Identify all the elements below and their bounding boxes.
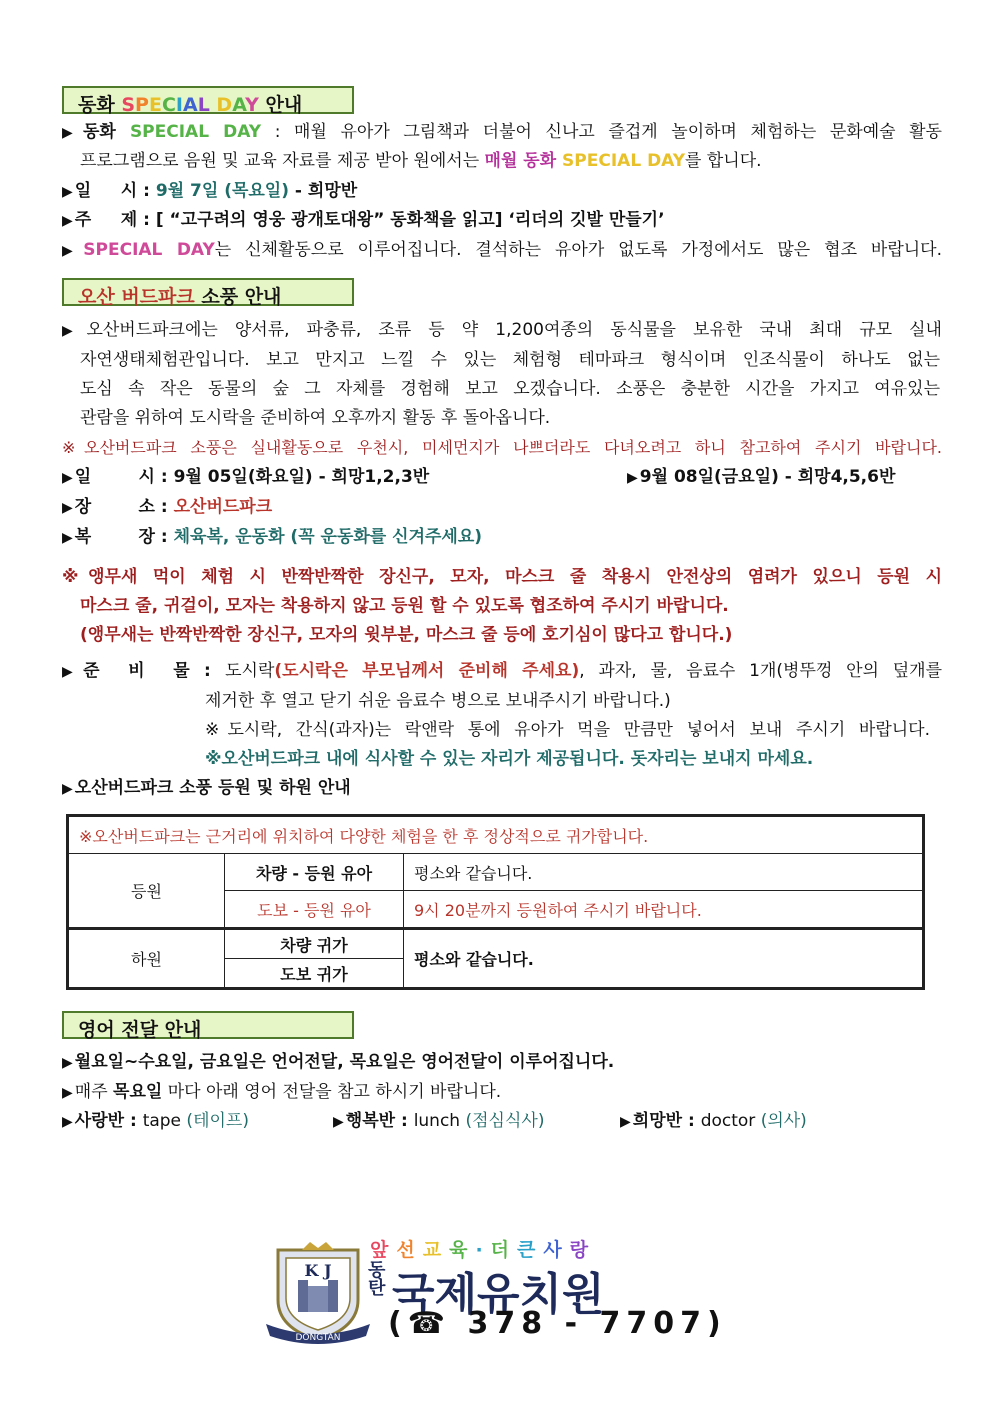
parrot-warning-2: 마스크 줄, 귀걸이, 모자는 착용하지 않고 등원 할 수 있도록 협조하여 주시기 바랍니다. — [80, 596, 729, 616]
line2-a: 매주 — [74, 1082, 114, 1102]
date-label: 일 시 : — [74, 181, 156, 201]
leave-text: 평소와 같습니다. — [404, 929, 924, 989]
date-suffix: - 희망반 — [289, 181, 358, 201]
triangle-bullet-icon: ▶ — [62, 1055, 73, 1071]
slogan-char: 랑 — [569, 1239, 597, 1261]
logo-ribbon-text: DONGTAN — [295, 1333, 341, 1343]
date-b: 9월 08일(금요일) - 희망4,5,6반 — [639, 467, 896, 487]
fairytale-intro-line1 — [62, 118, 942, 147]
class1-word: tape — [142, 1111, 182, 1131]
leave-walk: 도보 귀가 — [225, 959, 404, 989]
topic-value: [ “고구려의 영웅 광개토대왕” 동화책을 읽고] ‘리더의 깃발 만들기’ — [155, 210, 665, 230]
arrive-label: 등원 — [68, 854, 225, 929]
intro-highlight: 매월 동화 — [484, 151, 563, 171]
section-header-english: 영어 전달 안내 — [62, 1011, 354, 1039]
slogan-char: 사 — [543, 1239, 570, 1261]
kindergarten-crest-logo — [258, 1240, 378, 1350]
class2-label: 행복반 : — [345, 1111, 414, 1131]
english-class-1 — [62, 1107, 322, 1136]
slogan-char: 교 — [422, 1239, 450, 1261]
section-header-fairytale — [62, 86, 354, 114]
arrive-car-text: 평소와 같습니다. — [404, 854, 924, 891]
prep-line1 — [62, 657, 942, 686]
date-a: 9월 05일(화요일) - 희망1,2,3반 — [173, 467, 430, 487]
english-class-3 — [620, 1107, 920, 1136]
parrot-warning-3: (앵무새는 반짝반짝한 장신구, 모자의 윗부분, 마스크 줄 등에 호기심이 많다고 합니다.) — [80, 625, 733, 645]
class3-word: doctor — [700, 1111, 756, 1131]
birdpark-p2: 자연생태체험관입니다. 보고 만지고 느낄 수 있는 체험형 테마파크 형식이며 인조식물이 하나도 없는 — [80, 350, 940, 370]
slogan-char: 육 — [449, 1239, 476, 1261]
intro-text3: 를 합니다. — [685, 151, 762, 171]
triangle-bullet-icon: ▶ — [62, 243, 82, 259]
header-red: 오산 버드파크 — [78, 286, 195, 308]
prep-text1: 도시락 — [225, 661, 275, 681]
topic-label: 주 제 : — [74, 210, 156, 230]
special-rainbow: SPECIAL DAY — [121, 94, 259, 116]
kindergarten-phone: (☎ 378 - 7707) — [388, 1306, 727, 1341]
prep-note2: ※오산버드파크 내에 식사할 수 있는 자리가 제공됩니다. 돗자리는 보내지 마세요. — [205, 749, 814, 769]
arrive-walk-text: 9시 20분까지 등원하여 주시기 바랍니다. — [404, 891, 924, 929]
english-line1-text: 월요일~수요일, 금요일은 언어전달, 목요일은 영어전달이 이루어집니다. — [74, 1052, 615, 1072]
leave-car: 차량 귀가 — [225, 929, 404, 959]
place-value: 오산버드파크 — [173, 497, 273, 517]
leave-label: 하원 — [68, 929, 225, 989]
english-class-2 — [333, 1107, 613, 1136]
date-label: 일 시 : — [74, 467, 174, 487]
note-special: SPECIAL DAY — [83, 240, 215, 260]
birdpark-p4: 관람을 위하여 도시락을 준비하여 오후까지 활동 후 돌아옵니다. — [80, 408, 551, 428]
table-notice: ※오산버드파크는 근거리에 위치하여 다양한 체험을 한 후 정상적으로 귀가합니다. — [68, 816, 924, 854]
kindergarten-small-label: 동탄 — [368, 1260, 386, 1299]
prep-red: (도시락은 부모님께서 준비해 주세요) — [274, 661, 580, 681]
slogan-char: 큰 — [517, 1239, 544, 1261]
intro-text: : 매월 유아가 그림책과 더불어 신나고 즐겁게 놀이하며 체험하는 문화예술 활동 — [261, 122, 942, 142]
prep-label: 준 비 물 : — [83, 661, 226, 681]
english-line1 — [62, 1048, 942, 1077]
p1-text: 오산버드파크에는 양서류, 파충류, 조류 등 약 1,200여종의 동식물을 보유한 국내 최대 규모 실내 — [86, 320, 942, 340]
parrot-warning-1: ※앵무새 먹이 체험 시 반짝반짝한 장신구, 모자, 마스크 줄 착용시 안전상의 염려가 있으니 등원 시 — [62, 567, 942, 587]
section-header-birdpark — [62, 278, 354, 306]
triangle-bullet-icon: ▶ — [620, 1114, 631, 1130]
schedule-table — [66, 814, 925, 990]
intro-highlight-special: SPECIAL DAY — [562, 151, 686, 171]
class1-ko: (테이프) — [181, 1111, 249, 1131]
slogan-char: 선 — [396, 1239, 423, 1261]
table-row — [68, 816, 924, 854]
birdpark-date-b — [627, 463, 927, 492]
birdpark-p3: 도심 속 작은 동물의 숲 그 자체를 경험해 보고 오겠습니다. 소풍은 충분한 시간을 가지고 여유있는 — [80, 379, 940, 399]
slogan-char: 앞 — [370, 1239, 397, 1261]
arrive-walk: 도보 - 등원 유아 — [225, 891, 404, 929]
class2-word: lunch — [413, 1111, 461, 1131]
birdpark-p1 — [62, 316, 942, 345]
schedule-title — [62, 774, 942, 803]
class3-ko: (의사) — [755, 1111, 807, 1131]
note-text: 는 신체활동으로 이루어집니다. 결석하는 유아가 없도록 가정에서도 많은 협조 바랍니다. — [214, 240, 942, 260]
rain-note: ※오산버드파크 소풍은 실내활동으로 우천시, 미세먼지가 나쁘더라도 다녀오려고 하니 참고하여 주시기 바랍니다. — [62, 438, 942, 457]
prep-text2: , 과자, 물, 음료수 1개(병뚜껑 안의 덮개를 — [579, 661, 942, 681]
triangle-bullet-icon: ▶ — [62, 125, 81, 141]
intro-text2: 프로그램으로 음원 및 교육 자료를 제공 받아 원에서는 — [80, 151, 485, 171]
fairytale-date — [62, 177, 942, 206]
intro-bold: 동화 — [82, 122, 130, 142]
class1-label: 사랑반 : — [74, 1111, 143, 1131]
class2-ko: (점심식사) — [460, 1111, 545, 1131]
triangle-bullet-icon: ▶ — [333, 1114, 344, 1130]
slogan-char: · — [475, 1239, 491, 1261]
arrive-car: 차량 - 등원 유아 — [225, 854, 404, 891]
birdpark-dress — [62, 523, 942, 552]
logo-letters: K J — [304, 1261, 332, 1280]
line2-c: 마다 아래 영어 전달을 참고 하시기 바랍니다. — [162, 1082, 502, 1102]
header-rest: 소풍 안내 — [194, 286, 282, 308]
prep-line2: 제거한 후 열고 닫기 쉬운 음료수 병으로 보내주시기 바랍니다.) — [205, 691, 671, 711]
place-label: 장 소 : — [74, 497, 174, 517]
date-value: 9월 7일 (목요일) — [155, 181, 290, 201]
header-text: 안내 — [258, 94, 303, 116]
line2-b: 목요일 — [113, 1082, 163, 1102]
table-row — [68, 929, 924, 959]
schedule-title-text: 오산버드파크 소풍 등원 및 하원 안내 — [74, 778, 351, 798]
header-text: 동화 — [78, 94, 122, 116]
triangle-bullet-icon: ▶ — [62, 184, 73, 200]
intro-special: SPECIAL DAY — [129, 122, 262, 142]
triangle-bullet-icon: ▶ — [62, 530, 73, 546]
triangle-bullet-icon: ▶ — [62, 470, 73, 486]
triangle-bullet-icon: ▶ — [62, 1114, 73, 1130]
triangle-bullet-icon: ▶ — [627, 470, 638, 486]
class3-label: 희망반 : — [632, 1111, 701, 1131]
triangle-bullet-icon: ▶ — [62, 323, 85, 339]
triangle-bullet-icon: ▶ — [62, 1085, 73, 1101]
birdpark-place — [62, 493, 942, 522]
english-line2 — [62, 1078, 942, 1107]
dress-value: 체육복, 운동화 (꼭 운동화를 신겨주세요) — [173, 527, 483, 547]
triangle-bullet-icon: ▶ — [62, 664, 82, 680]
triangle-bullet-icon: ▶ — [62, 213, 73, 229]
dress-label: 복 장 : — [74, 527, 174, 547]
triangle-bullet-icon: ▶ — [62, 781, 73, 797]
kindergarten-name: 국제유치원 — [392, 1269, 605, 1320]
slogan-char: 더 — [490, 1239, 518, 1261]
fairytale-note — [62, 236, 942, 265]
fairytale-intro-line2 — [80, 147, 940, 175]
triangle-bullet-icon: ▶ — [62, 500, 73, 516]
prep-note1: ※도시락, 간식(과자)는 락앤락 통에 유아가 먹을 만큼만 넣어서 보내 주시기 바랍니다. — [205, 720, 930, 740]
table-row — [68, 854, 924, 891]
fairytale-topic — [62, 206, 942, 235]
